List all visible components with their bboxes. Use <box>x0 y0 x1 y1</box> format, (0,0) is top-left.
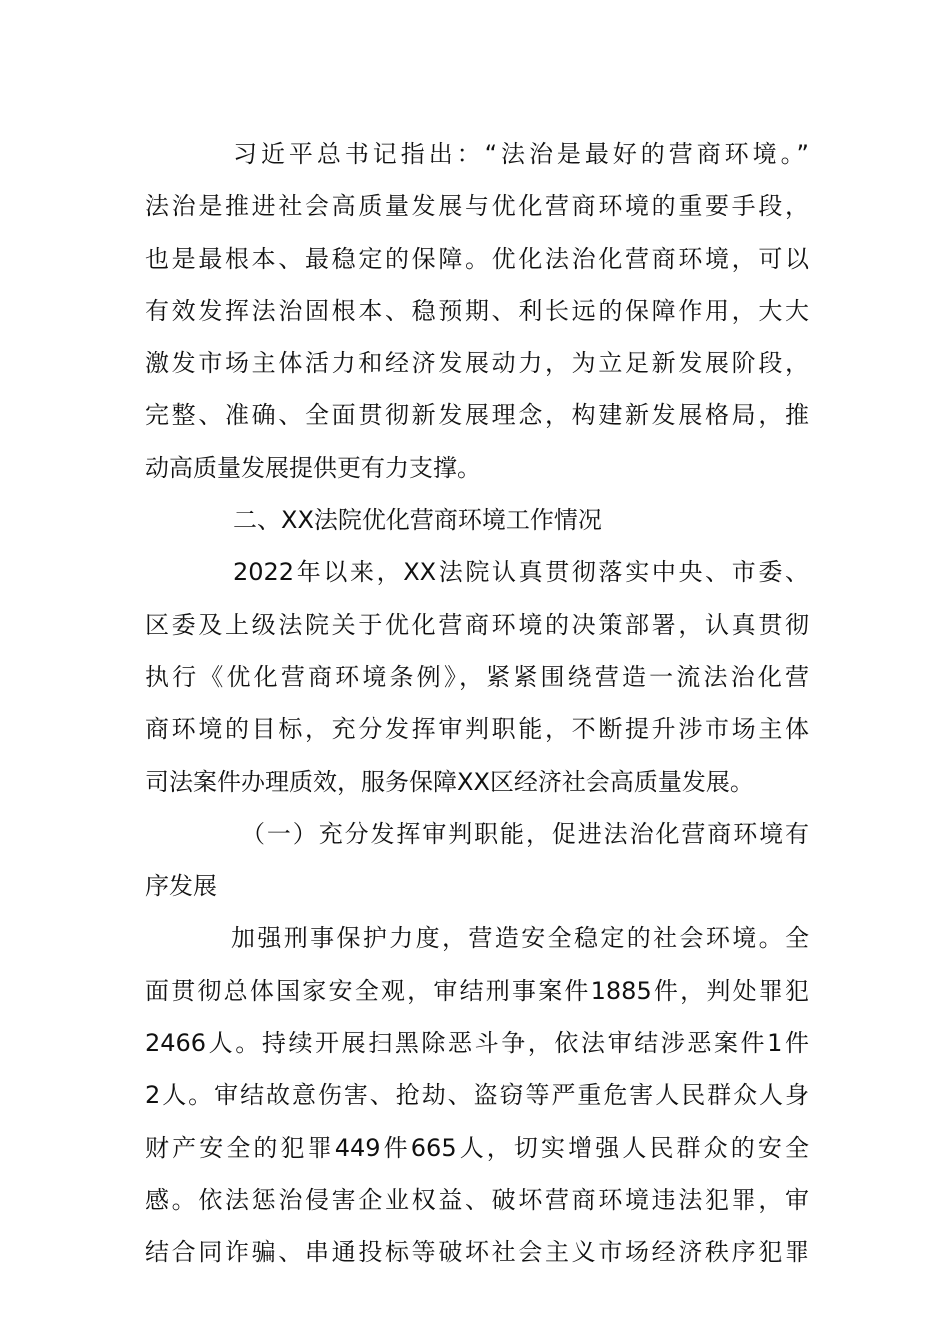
paragraph-line: 激发市场主体活力和经济发展动力，为立足新发展阶段， <box>145 349 809 378</box>
paragraph-line: 面贯彻总体国家安全观，审结刑事案件1885件，判处罪犯 <box>145 976 809 1005</box>
document-body <box>145 128 809 1279</box>
paragraph-line: 2022年以来，XX法院认真贯彻落实中央、市委、 <box>233 558 809 587</box>
paragraph-line: 加强刑事保护力度，营造安全稳定的社会环境。全 <box>231 924 809 953</box>
paragraph-line: 商环境的目标，充分发挥审判职能，不断提升涉市场主体 <box>145 715 809 744</box>
paragraph-line: 2466人。持续开展扫黑除恶斗争，依法审结涉恶案件1件 <box>145 1029 809 1058</box>
subsection-heading: （一）充分发挥审判职能，促进法治化营商环境有 <box>241 819 809 848</box>
section-heading: 二、XX法院优化营商环境工作情况 <box>233 506 602 535</box>
paragraph-line: 法治是推进社会高质量发展与优化营商环境的重要手段， <box>145 192 809 221</box>
paragraph-line: 结合同诈骗、串通投标等破坏社会主义市场经济秩序犯罪 <box>145 1238 809 1267</box>
paragraph-line: 区委及上级法院关于优化营商环境的决策部署，认真贯彻 <box>145 610 809 639</box>
paragraph-line: 执行《优化营商环境条例》，紧紧围绕营造一流法治化营 <box>145 662 809 691</box>
paragraph-line: 司法案件办理质效，服务保障XX区经济社会高质量发展。 <box>145 767 754 796</box>
paragraph-line: 习近平总书记指出：“法治是最好的营商环境。” <box>233 140 809 168</box>
paragraph-line: 有效发挥法治固根本、稳预期、利长远的保障作用，大大 <box>145 296 809 325</box>
paragraph-line: 也是最根本、最稳定的保障。优化法治化营商环境，可以 <box>145 244 809 273</box>
paragraph-line: 动高质量发展提供更有力支撑。 <box>145 453 481 482</box>
subsection-heading: 序发展 <box>145 872 217 901</box>
paragraph-line: 财产安全的犯罪449件665人，切实增强人民群众的安全 <box>145 1133 809 1162</box>
paragraph-line: 2人。审结故意伤害、抢劫、盗窃等严重危害人民群众人身 <box>145 1081 809 1110</box>
paragraph-line: 完整、准确、全面贯彻新发展理念，构建新发展格局，推 <box>145 401 809 430</box>
paragraph-line: 感。依法惩治侵害企业权益、破坏营商环境违法犯罪，审 <box>145 1185 809 1214</box>
